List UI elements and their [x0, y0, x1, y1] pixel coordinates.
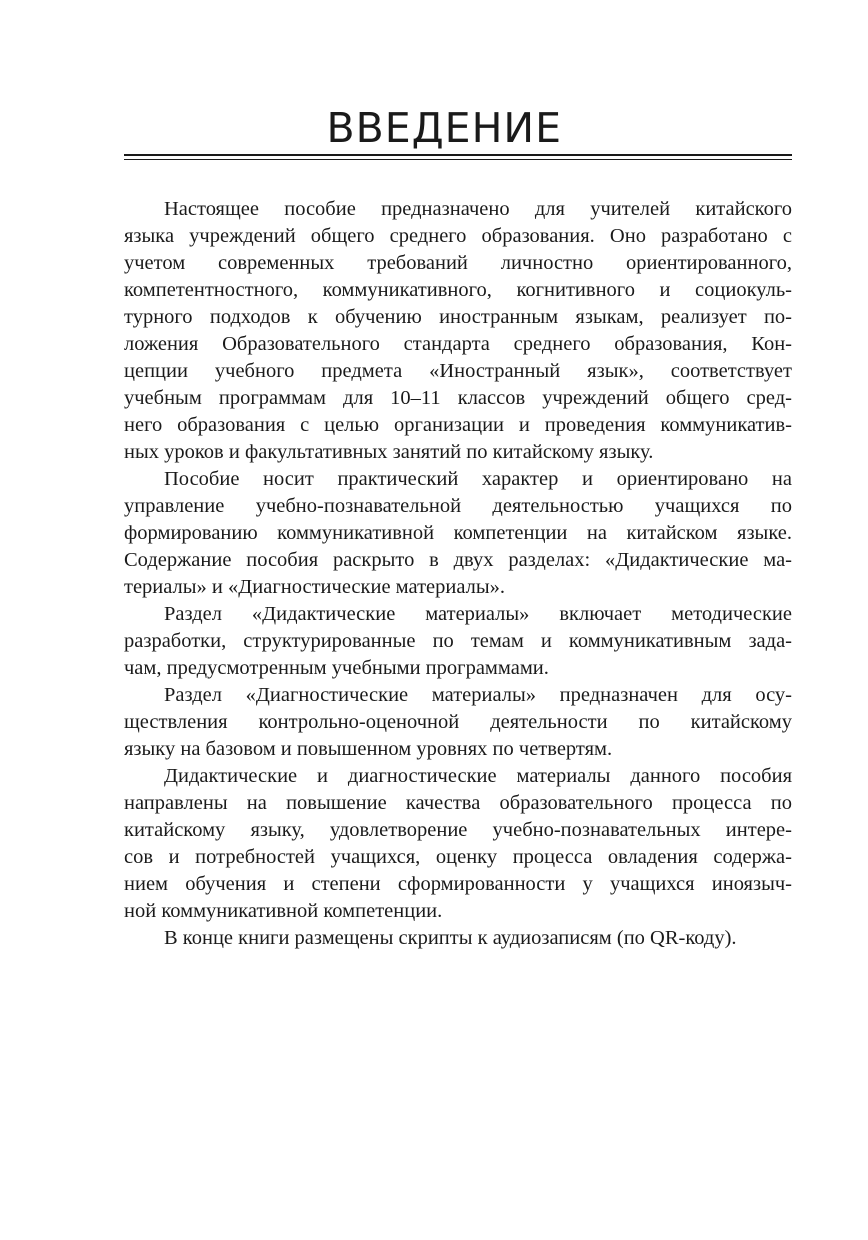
heading-rule-thin	[124, 159, 792, 160]
text-line: териалы» и «Диагностические материалы».	[124, 576, 506, 598]
text-line: Содержание пособия раскрыто в двух разделах: «Дидактические ма-	[124, 549, 792, 571]
text-line: управление учебно-познавательной деятельностью учащихся по	[124, 495, 792, 517]
text-line: формированию коммуникативной компетенции на китайском языке.	[124, 522, 792, 544]
text-line: ществления контрольно-оценочной деятельности по китайскому	[124, 711, 792, 733]
paragraph-purpose	[124, 196, 792, 466]
paragraph-diagnostic	[124, 682, 792, 763]
paragraph-didactic	[124, 601, 792, 682]
text-line: цепции учебного предмета «Иностранный язык», соответствует	[124, 360, 792, 382]
text-line: ложения Образовательного стандарта среднего образования, Кон-	[124, 333, 792, 355]
heading-rule-thick	[124, 154, 792, 156]
text-line: турного подходов к обучению иностранным языкам, реализует по-	[124, 306, 792, 328]
text-line: нием обучения и степени сформированности у учащихся иноязыч-	[124, 873, 792, 895]
text-line: чам, предусмотренным учебными программами.	[124, 657, 549, 679]
paragraph-character	[124, 466, 792, 601]
page-heading: ВВЕДЕНИЕ	[326, 104, 562, 152]
text-line: учебным программам для 10–11 классов учреждений общего сред-	[124, 387, 792, 409]
text-line: сов и потребностей учащихся, оценку процесса овладения содержа-	[124, 846, 792, 868]
text-line: В конце книги размещены скрипты к аудиозаписям (по QR-коду).	[164, 927, 737, 949]
paragraph-goals	[124, 763, 792, 925]
text-line: Пособие носит практический характер и ориентировано на	[164, 468, 792, 490]
text-line: ной коммуникативной компетенции.	[124, 900, 443, 922]
text-line: него образования с целью организации и проведения коммуникатив-	[124, 414, 792, 436]
text-line: Дидактические и диагностические материалы данного пособия	[164, 765, 792, 787]
text-line: учетом современных требований личностно ориентированного,	[124, 252, 792, 274]
text-line: ных уроков и факультативных занятий по китайскому языку.	[124, 441, 654, 463]
text-line: направлены на повышение качества образовательного процесса по	[124, 792, 792, 814]
text-line: языку на базовом и повышенном уровнях по четвертям.	[124, 738, 613, 760]
text-line: языка учреждений общего среднего образования. Оно разработано с	[124, 225, 792, 247]
text-line: Раздел «Диагностические материалы» предназначен для осу-	[164, 684, 792, 706]
text-line: разработки, структурированные по темам и коммуникативным зада-	[124, 630, 792, 652]
text-line: компетентностного, коммуникативного, когнитивного и социокуль-	[124, 279, 792, 301]
text-line: Раздел «Дидактические материалы» включает методические	[164, 603, 792, 625]
paragraph-scripts	[124, 925, 792, 952]
text-line: Настоящее пособие предназначено для учителей китайского	[164, 198, 792, 220]
text-line: китайскому языку, удовлетворение учебно-познавательных интере-	[124, 819, 792, 841]
body-text	[124, 196, 792, 952]
